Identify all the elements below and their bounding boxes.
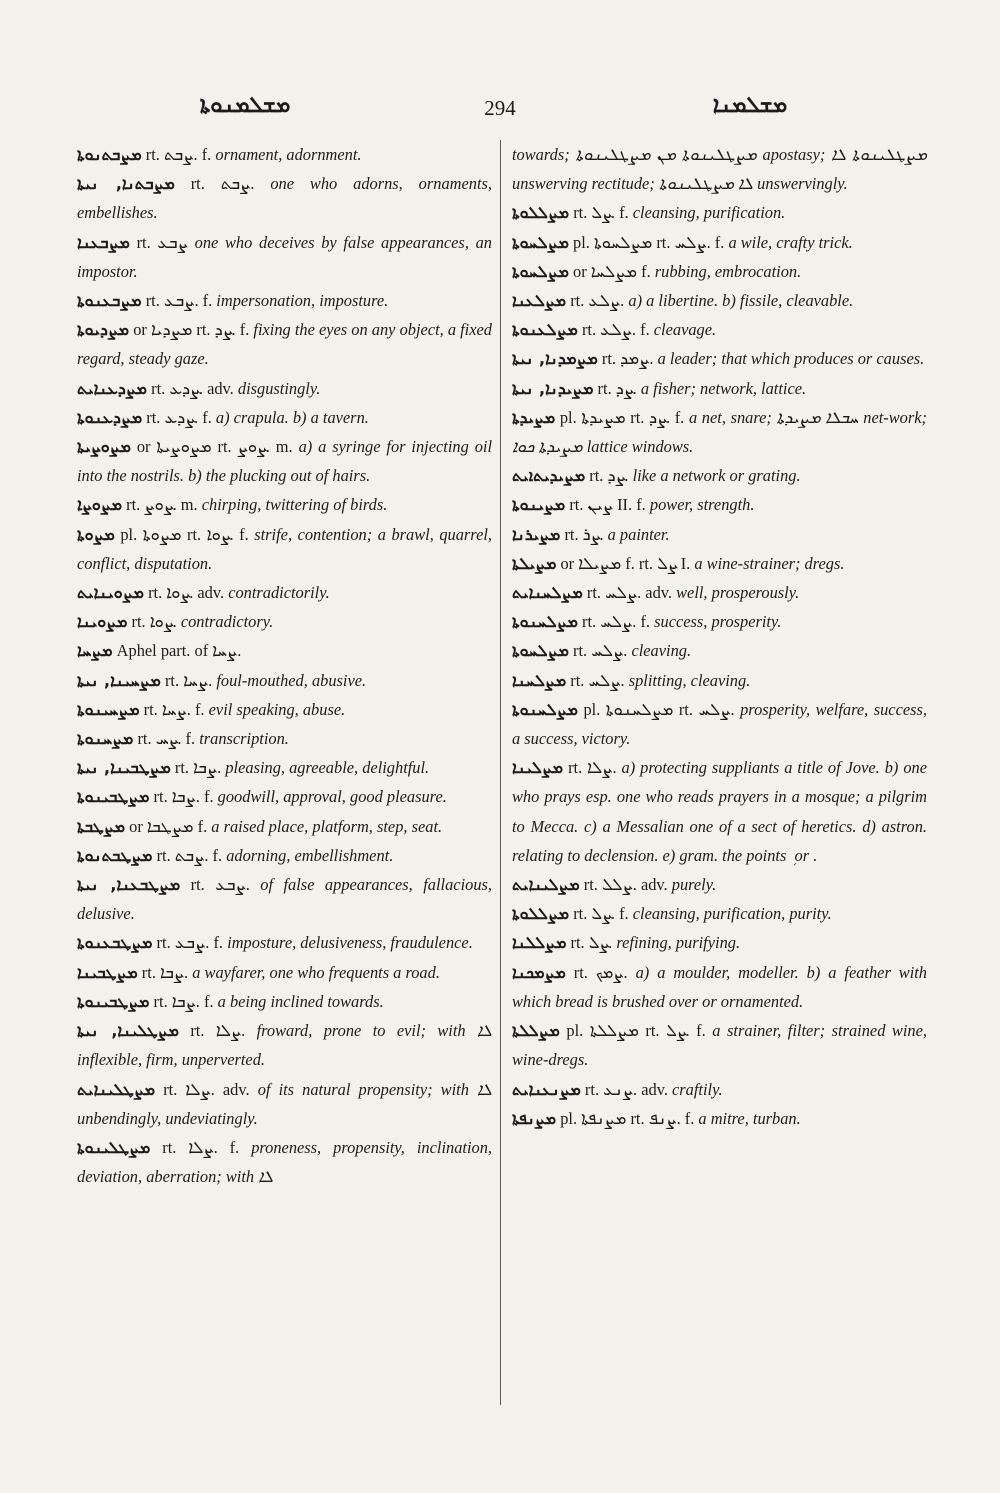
entry-grammar: rt. ܨܒܐ. bbox=[137, 962, 193, 982]
dictionary-entry bbox=[77, 782, 492, 811]
entry-definition: a) protecting suppliants a title of Jove. b) one who prays esp. one who reads prayers in a mosque; a pilgrim to Mecca. c) a Messalian one of a sect of heretics. d) astron. relating to declension. e) gram. the points ܼ or . bbox=[512, 758, 927, 865]
dictionary-entry bbox=[512, 257, 927, 286]
entry-definition: craftily. bbox=[672, 1079, 723, 1099]
entry-headword: ܡܨܛܒܥܢܐ, ܢܝܬܐ bbox=[77, 875, 181, 895]
entry-definition: of false appearances, fallacious, delusive. bbox=[77, 875, 492, 924]
dictionary-entry bbox=[77, 724, 492, 753]
entry-headword: ܡܨܝܢܘܬܐ bbox=[512, 495, 566, 515]
entry-grammar: rt. ܨܚ. f. bbox=[133, 729, 200, 749]
entry-grammar: rt. ܨܕ. bbox=[593, 378, 641, 398]
dictionary-entry bbox=[77, 374, 492, 403]
entry-headword: ܡܨܡܟܢܐ bbox=[512, 962, 566, 982]
entry-grammar: or ܡܨܕܝܐ rt. ܨܕ. f. bbox=[129, 320, 254, 340]
entry-definition: proneness, propensity, inclination, deviation, aberration; with ܠܐ bbox=[77, 1137, 492, 1187]
dictionary-entry bbox=[77, 169, 492, 227]
entry-grammar: rt. ܨܠܥ. bbox=[566, 291, 629, 311]
entry-definition: a) a libertine. b) fissile, cleavable. bbox=[628, 291, 854, 311]
entry-grammar: or ܡܨܘܨܝܬܐ rt. ܨܘܨ. m. bbox=[130, 437, 299, 457]
entry-headword: ܡܨܝܠܬܐ bbox=[512, 553, 557, 573]
dictionary-entry bbox=[77, 1075, 492, 1133]
entry-headword: ܡܨܠܥܢܘܬܐ bbox=[512, 320, 578, 340]
entry-grammar: rt. ܨܪ. bbox=[560, 524, 608, 544]
entry-definition: well, prosperously. bbox=[676, 583, 800, 603]
dictionary-entry bbox=[512, 315, 927, 344]
entry-grammar: rt. ܨܕ. bbox=[585, 466, 633, 486]
dictionary-entry bbox=[77, 403, 492, 432]
entry-headword: ܡܨܘܨܐ bbox=[77, 495, 123, 515]
dictionary-entry bbox=[77, 432, 492, 490]
entry-grammar: pl. ܡܨܠܚܘܬܐ rt. ܨܠܚ. f. bbox=[568, 232, 729, 252]
entry-headword: ܡܨܠܚܢܘܬܐ bbox=[512, 699, 578, 719]
entry-definition: impersonation, imposture. bbox=[216, 291, 389, 311]
entry-definition: purely. bbox=[671, 875, 717, 895]
entry-definition: adorning, embellishment. bbox=[226, 845, 394, 865]
entry-headword: ܡܨܛܒܝܢܐ, ܢܝܬܐ bbox=[77, 758, 171, 778]
entry-headword: ܡܨܠܚܢܘܬܐ bbox=[512, 612, 578, 632]
entry-grammar: rt. ܨܠܥ. f. bbox=[577, 320, 654, 340]
entry-definition: success, prosperity. bbox=[654, 612, 782, 632]
entry-definition: cleaving. bbox=[631, 641, 692, 661]
dictionary-entry bbox=[512, 899, 927, 928]
dictionary-entry bbox=[77, 812, 492, 841]
entry-definition: strife, contention; a brawl, quarrel, conflict, disputation. bbox=[77, 524, 492, 573]
entry-headword: ܡܨܠܚܢܐܝܬ bbox=[512, 583, 583, 603]
dictionary-entry bbox=[512, 636, 927, 665]
entry-headword: ܡܨܒܥܢܘܬܐ bbox=[77, 291, 142, 311]
entry-definition: a fisher; network, lattice. bbox=[640, 378, 807, 398]
entry-definition: goodwill, approval, good pleasure. bbox=[217, 787, 447, 807]
entry-headword: ܡܨܛܒܥܢܘܬܐ bbox=[77, 933, 153, 953]
dictionary-entry bbox=[512, 461, 927, 490]
entry-definition: one who deceives by false appearances, an impostor. bbox=[77, 232, 493, 281]
entry-headword: ܡܨܒܥܢܐ bbox=[77, 232, 130, 252]
entry-grammar: rt. ܨܒܥ. f. bbox=[141, 291, 217, 311]
entry-grammar: rt. ܨܡܕ. bbox=[597, 349, 658, 369]
entry-headword: ܡܨܠܝܢܐ bbox=[512, 758, 564, 778]
entry-definition: a) a moulder, modeller. b) a feather with which bread is brushed over or ornamented. bbox=[512, 962, 927, 1011]
entry-definition: evil speaking, abuse. bbox=[208, 699, 346, 719]
entry-grammar: rt. ܨܠ. f. bbox=[569, 904, 633, 924]
entry-definition: pleasing, agreeable, delightful. bbox=[225, 758, 430, 778]
entry-definition: rubbing, embrocation. bbox=[654, 261, 802, 281]
page-number: 294 bbox=[484, 96, 516, 120]
entry-definition: ornament, adornment. bbox=[215, 145, 362, 164]
running-head-right: ܡܫܠܡܢܐ bbox=[712, 92, 788, 118]
entry-headword: ܡܨܠܠܘܬܐ bbox=[512, 904, 570, 924]
entry-headword: ܡܨܚܝܢܐ, ܢܝܬܐ bbox=[77, 670, 161, 690]
entry-headword: ܡܨܘܝܢܐܝܬ bbox=[77, 583, 144, 603]
entry-definition: refining, purifying. bbox=[616, 933, 741, 953]
entry-grammar: rt. ܨܘܨ. m. bbox=[122, 495, 202, 515]
entry-grammar: rt. ܨܒܥ. f. bbox=[152, 933, 228, 953]
entry-grammar: rt. ܨܠܐ. bbox=[563, 758, 622, 778]
entry-grammar: rt. ܨܘܐ. bbox=[127, 612, 181, 632]
dictionary-entry bbox=[77, 753, 492, 782]
entry-definition: a) a syringe for injecting oil into the nostrils. b) the plucking out of hairs. bbox=[77, 437, 492, 486]
entry-headword: ܡܨܒܬܢܘܬܐ bbox=[77, 145, 142, 164]
dictionary-entry bbox=[512, 958, 927, 1016]
dictionary-entry bbox=[77, 140, 492, 169]
dictionary-entry bbox=[77, 636, 492, 665]
entry-grammar: rt. ܨܠܠ. adv. bbox=[579, 875, 672, 895]
entry-headword: ܡܨܛܒܝܢܘܬܐ bbox=[77, 991, 150, 1011]
dictionary-entry bbox=[77, 928, 492, 957]
entry-headword: ܡܨܠܠܬܐ bbox=[512, 1021, 560, 1041]
entry-grammar: rt. ܨܝܢ II. f. bbox=[565, 495, 650, 515]
entry-headword: ܡܨܘܬܐ bbox=[77, 524, 115, 544]
entry-grammar: pl. ܡܨܢܦܬܐ rt. ܨܢܦ. f. bbox=[556, 1108, 699, 1128]
dictionary-entry bbox=[77, 958, 492, 987]
dictionary-entry bbox=[77, 315, 492, 373]
entry-headword: ܡܨܝܕܝܬܐܝܬ bbox=[512, 466, 586, 486]
entry-grammar: rt. ܨܢܥ. adv. bbox=[580, 1079, 673, 1099]
entry-headword: ܡܨܘܨܝܬܐ bbox=[77, 437, 131, 457]
entry-headword: ܡܨܚܐ bbox=[77, 641, 113, 661]
entry-headword: ܡܨܕܥܢܘܬܐ bbox=[77, 407, 143, 427]
entry-headword: ܡܨܛܒܝܢܐ bbox=[77, 962, 138, 982]
dictionary-entry bbox=[512, 1075, 927, 1104]
entry-grammar: rt. ܨܚܐ. f. bbox=[139, 699, 209, 719]
entry-grammar: rt. ܨܕܥ. f. bbox=[142, 407, 216, 427]
entry-grammar: rt. ܨܒܐ. f. bbox=[149, 787, 218, 807]
entry-headword: ܡܨܠܚܘܬܐ bbox=[512, 232, 569, 252]
dictionary-entry bbox=[77, 870, 492, 928]
entry-definition: power, strength. bbox=[649, 495, 755, 515]
entry-grammar: rt. ܨܡܟ. bbox=[565, 962, 636, 982]
entry-definition: a wile, crafty trick. bbox=[728, 232, 853, 252]
entry-grammar: rt. ܨܒܬ. f. bbox=[152, 845, 227, 865]
entry-grammar: rt. ܨܒܐ. f. bbox=[149, 991, 218, 1011]
dictionary-entry bbox=[512, 403, 927, 461]
entry-grammar: rt. ܨܒܥ. bbox=[180, 875, 261, 895]
entry-grammar: rt. ܨܘܐ. adv. bbox=[143, 583, 229, 603]
entry-headword: ܡܨܠܚܘܬܐ bbox=[512, 641, 569, 661]
entry-headword: ܡܨܛܠܝܢܐܝܬ bbox=[77, 1079, 156, 1099]
entry-headword: ܡܨܕܝܘܬܐ bbox=[77, 320, 130, 340]
right-column bbox=[512, 140, 927, 1133]
entry-headword: ܡܨܝܕܬܐ bbox=[512, 407, 556, 427]
dictionary-entry bbox=[512, 666, 927, 695]
entry-grammar: rt. ܨܕܥ. adv. bbox=[147, 378, 238, 398]
entry-definition: splitting, cleaving. bbox=[628, 670, 751, 690]
entry-headword: ܡܨܛܠܝܢܘܬܐ bbox=[77, 1137, 151, 1157]
dictionary-entry bbox=[77, 666, 492, 695]
entry-headword: ܡܨܠܚܘܬܐ bbox=[512, 261, 569, 281]
entry-headword: ܡܨܝܪܢܐ bbox=[512, 524, 561, 544]
entry-definition: transcription. bbox=[199, 729, 289, 749]
entry-definition: a strainer, filter; strained wine, wine-dregs. bbox=[512, 1021, 927, 1070]
entry-headword: ܡܨܛܒܬܐ bbox=[77, 816, 126, 836]
entry-definition: a net, snare; ܚܒܠܐ ܡܨܝܕܬܐ net-work; ܡܨܝܕܬܐ ܟܘܐ lattice windows. bbox=[512, 407, 927, 457]
entry-definition: cleavage. bbox=[653, 320, 717, 340]
entry-headword: ܡܨܢܥܢܐܝܬ bbox=[512, 1079, 581, 1099]
entry-grammar: rt. ܨܠܚ. f. bbox=[577, 612, 655, 632]
entry-definition: fixing the eyes on any object, a fixed regard, steady gaze. bbox=[77, 320, 492, 369]
entry-grammar: rt. ܨܠܐ. adv. bbox=[155, 1079, 258, 1099]
entry-definition: foul-mouthed, abusive. bbox=[216, 670, 367, 690]
page-header bbox=[0, 92, 1000, 132]
dictionary-entry bbox=[512, 928, 927, 957]
entry-headword: ܡܨܠܠܢܐ bbox=[512, 933, 567, 953]
dictionary-entry bbox=[512, 228, 927, 257]
entry-grammar: rt. ܨܒܬ. f. bbox=[141, 145, 216, 164]
dictionary-entry bbox=[77, 520, 492, 578]
dictionary-entry bbox=[512, 578, 927, 607]
entry-definition: chirping, twittering of birds. bbox=[201, 495, 388, 515]
left-column bbox=[77, 140, 492, 1191]
entry-grammar: rt. ܨܒܬ. bbox=[174, 174, 271, 194]
entry-definition: a wine-strainer; dregs. bbox=[694, 553, 845, 573]
entry-definition: froward, prone to evil; with ܠܐ inflexible, firm, unperverted. bbox=[77, 1021, 492, 1070]
dictionary-entry bbox=[512, 140, 927, 198]
entry-grammar: Aphel part. of ܨܚܐ. bbox=[112, 641, 242, 661]
dictionary-entry bbox=[512, 286, 927, 315]
entry-grammar: rt. ܨܠܚ. adv. bbox=[582, 583, 677, 603]
dictionary-entry bbox=[77, 286, 492, 315]
dictionary-entry bbox=[77, 578, 492, 607]
entry-definition: a painter. bbox=[607, 524, 670, 544]
entry-definition: of its natural propensity; with ܠܐ unbendingly, undeviatingly. bbox=[77, 1079, 492, 1128]
entry-grammar: rt. ܨܠܚ. bbox=[566, 670, 629, 690]
entry-definition: a leader; that which produces or causes. bbox=[657, 349, 925, 369]
dictionary-entry bbox=[77, 490, 492, 519]
entry-grammar: or ܡܨܛܒܐ f. bbox=[125, 816, 212, 836]
dictionary-entry bbox=[77, 228, 492, 286]
entry-headword: ܡܨܚܢܘܬܐ bbox=[77, 729, 134, 749]
entry-grammar: pl. ܡܨܠܚܢܘܬܐ rt. ܨܠܚ. bbox=[577, 699, 741, 719]
entry-headword: ܡܨܚܝܢܘܬܐ bbox=[77, 699, 140, 719]
entry-grammar: rt. ܨܒܐ. bbox=[170, 758, 226, 778]
dictionary-entry bbox=[77, 841, 492, 870]
entry-grammar: pl. ܡܨܝܕܬܐ rt. ܨܕ. f. bbox=[555, 407, 689, 427]
column-divider bbox=[500, 140, 501, 1405]
entry-headword: ܡܨܝܕܢܐ, ܢܝܬܐ bbox=[512, 378, 594, 398]
dictionary-entry bbox=[512, 607, 927, 636]
entry-definition: cleansing, purification. bbox=[632, 203, 786, 223]
entry-definition: disgustingly. bbox=[237, 378, 321, 398]
dictionary-entry bbox=[512, 870, 927, 899]
entry-headword: ܡܨܛܒܬܢܘܬܐ bbox=[77, 845, 153, 865]
entry-grammar: pl. ܡܨܠܠܬܐ rt. ܨܠ. f. bbox=[559, 1021, 713, 1041]
entry-headword: ܡܨܘܝܢܐ bbox=[77, 612, 128, 632]
dictionary-entry bbox=[77, 695, 492, 724]
entry-grammar: rt. ܨܚܐ. bbox=[160, 670, 217, 690]
dictionary-entry bbox=[512, 1104, 927, 1133]
entry-headword: ܡܨܛܠܝܢܐ, ܢܝܬܐ bbox=[77, 1021, 179, 1041]
entry-headword: ܡܨܠܠܘܬܐ bbox=[512, 203, 570, 223]
entry-headword: ܡܨܛܒܝܢܘܬܐ bbox=[77, 787, 150, 807]
dictionary-entry bbox=[512, 753, 927, 870]
entry-definition: prosperity, welfare, success, a success, victory. bbox=[512, 699, 927, 749]
entry-definition: a raised place, platform, step, seat. bbox=[211, 816, 443, 836]
entry-definition: a) crapula. b) a tavern. bbox=[215, 407, 369, 427]
entry-definition: imposture, delusiveness, fraudulence. bbox=[227, 933, 473, 953]
dictionary-entry bbox=[512, 1016, 927, 1074]
entry-grammar: rt. ܨܠ. bbox=[566, 933, 617, 953]
entry-definition: contradictory. bbox=[180, 612, 274, 632]
dictionary-entry bbox=[512, 344, 927, 373]
entry-headword: ܡܨܕܥܢܐܝܬ bbox=[77, 378, 148, 398]
entry-headword: ܡܨܠܚܢܐ bbox=[512, 670, 567, 690]
entry-definition: cleansing, purification, purity. bbox=[632, 904, 832, 924]
entry-headword: ܡܨܒܬܢܐ, ܢܝܬܐ bbox=[77, 174, 175, 194]
entry-grammar: pl. ܡܨܘܬܐ rt. ܨܘܐ. f. bbox=[114, 524, 255, 544]
dictionary-entry bbox=[512, 374, 927, 403]
entry-definition: one who adorns, ornaments, embellishes. bbox=[77, 174, 492, 223]
entry-grammar: rt. ܨܠܐ. f. bbox=[150, 1137, 252, 1157]
entry-grammar: or ܡܨܝܠܐ f. rt. ܨܠ I. bbox=[556, 553, 695, 573]
entry-definition: towards; ܡܨܛܠܝܢܘܬܐ ܡܢ ܡܨܛܠܝܢܘܬܐ apostasy; ܡܨܛܠܝܢܘܬܐ ܠܐ unswerving rectitude; ܠܐ ܡܨܛܠܝܢܘܬܐ unswervingly. bbox=[512, 145, 928, 194]
dictionary-entry bbox=[512, 198, 927, 227]
entry-definition: contradictorily. bbox=[228, 583, 330, 603]
entry-definition: a mitre, turban. bbox=[698, 1108, 801, 1128]
entry-headword: ܡܨܢܦܬܐ bbox=[512, 1108, 557, 1128]
dictionary-entry bbox=[512, 520, 927, 549]
entry-grammar: rt. ܨܠ. f. bbox=[569, 203, 633, 223]
entry-headword: ܡܨܠܥܢܐ bbox=[512, 291, 567, 311]
dictionary-entry bbox=[512, 549, 927, 578]
dictionary-entry bbox=[512, 695, 927, 753]
entry-definition: a wayfarer, one who frequents a road. bbox=[192, 962, 440, 982]
entry-definition: a being inclined towards. bbox=[217, 991, 384, 1011]
entry-grammar: rt. ܨܠܚ. bbox=[568, 641, 632, 661]
entry-definition: like a network or grating. bbox=[632, 466, 801, 486]
entry-grammar: rt. ܨܒܥ bbox=[129, 232, 195, 252]
entry-headword: ܡܨܡܕܢܐ, ܢܝܬܐ bbox=[512, 349, 598, 369]
entry-grammar: rt. ܨܠܐ. bbox=[178, 1021, 257, 1041]
dictionary-entry bbox=[512, 490, 927, 519]
entry-headword: ܡܨܠܝܢܐܝܬ bbox=[512, 875, 580, 895]
running-head-left: ܡܫܠܡܢܘܬܐ bbox=[199, 92, 291, 118]
dictionary-entry bbox=[77, 987, 492, 1016]
dictionary-entry bbox=[77, 1016, 492, 1074]
entry-grammar: or ܡܨܠܚܐ f. bbox=[568, 261, 655, 281]
dictionary-entry bbox=[77, 607, 492, 636]
dictionary-entry bbox=[77, 1133, 492, 1191]
